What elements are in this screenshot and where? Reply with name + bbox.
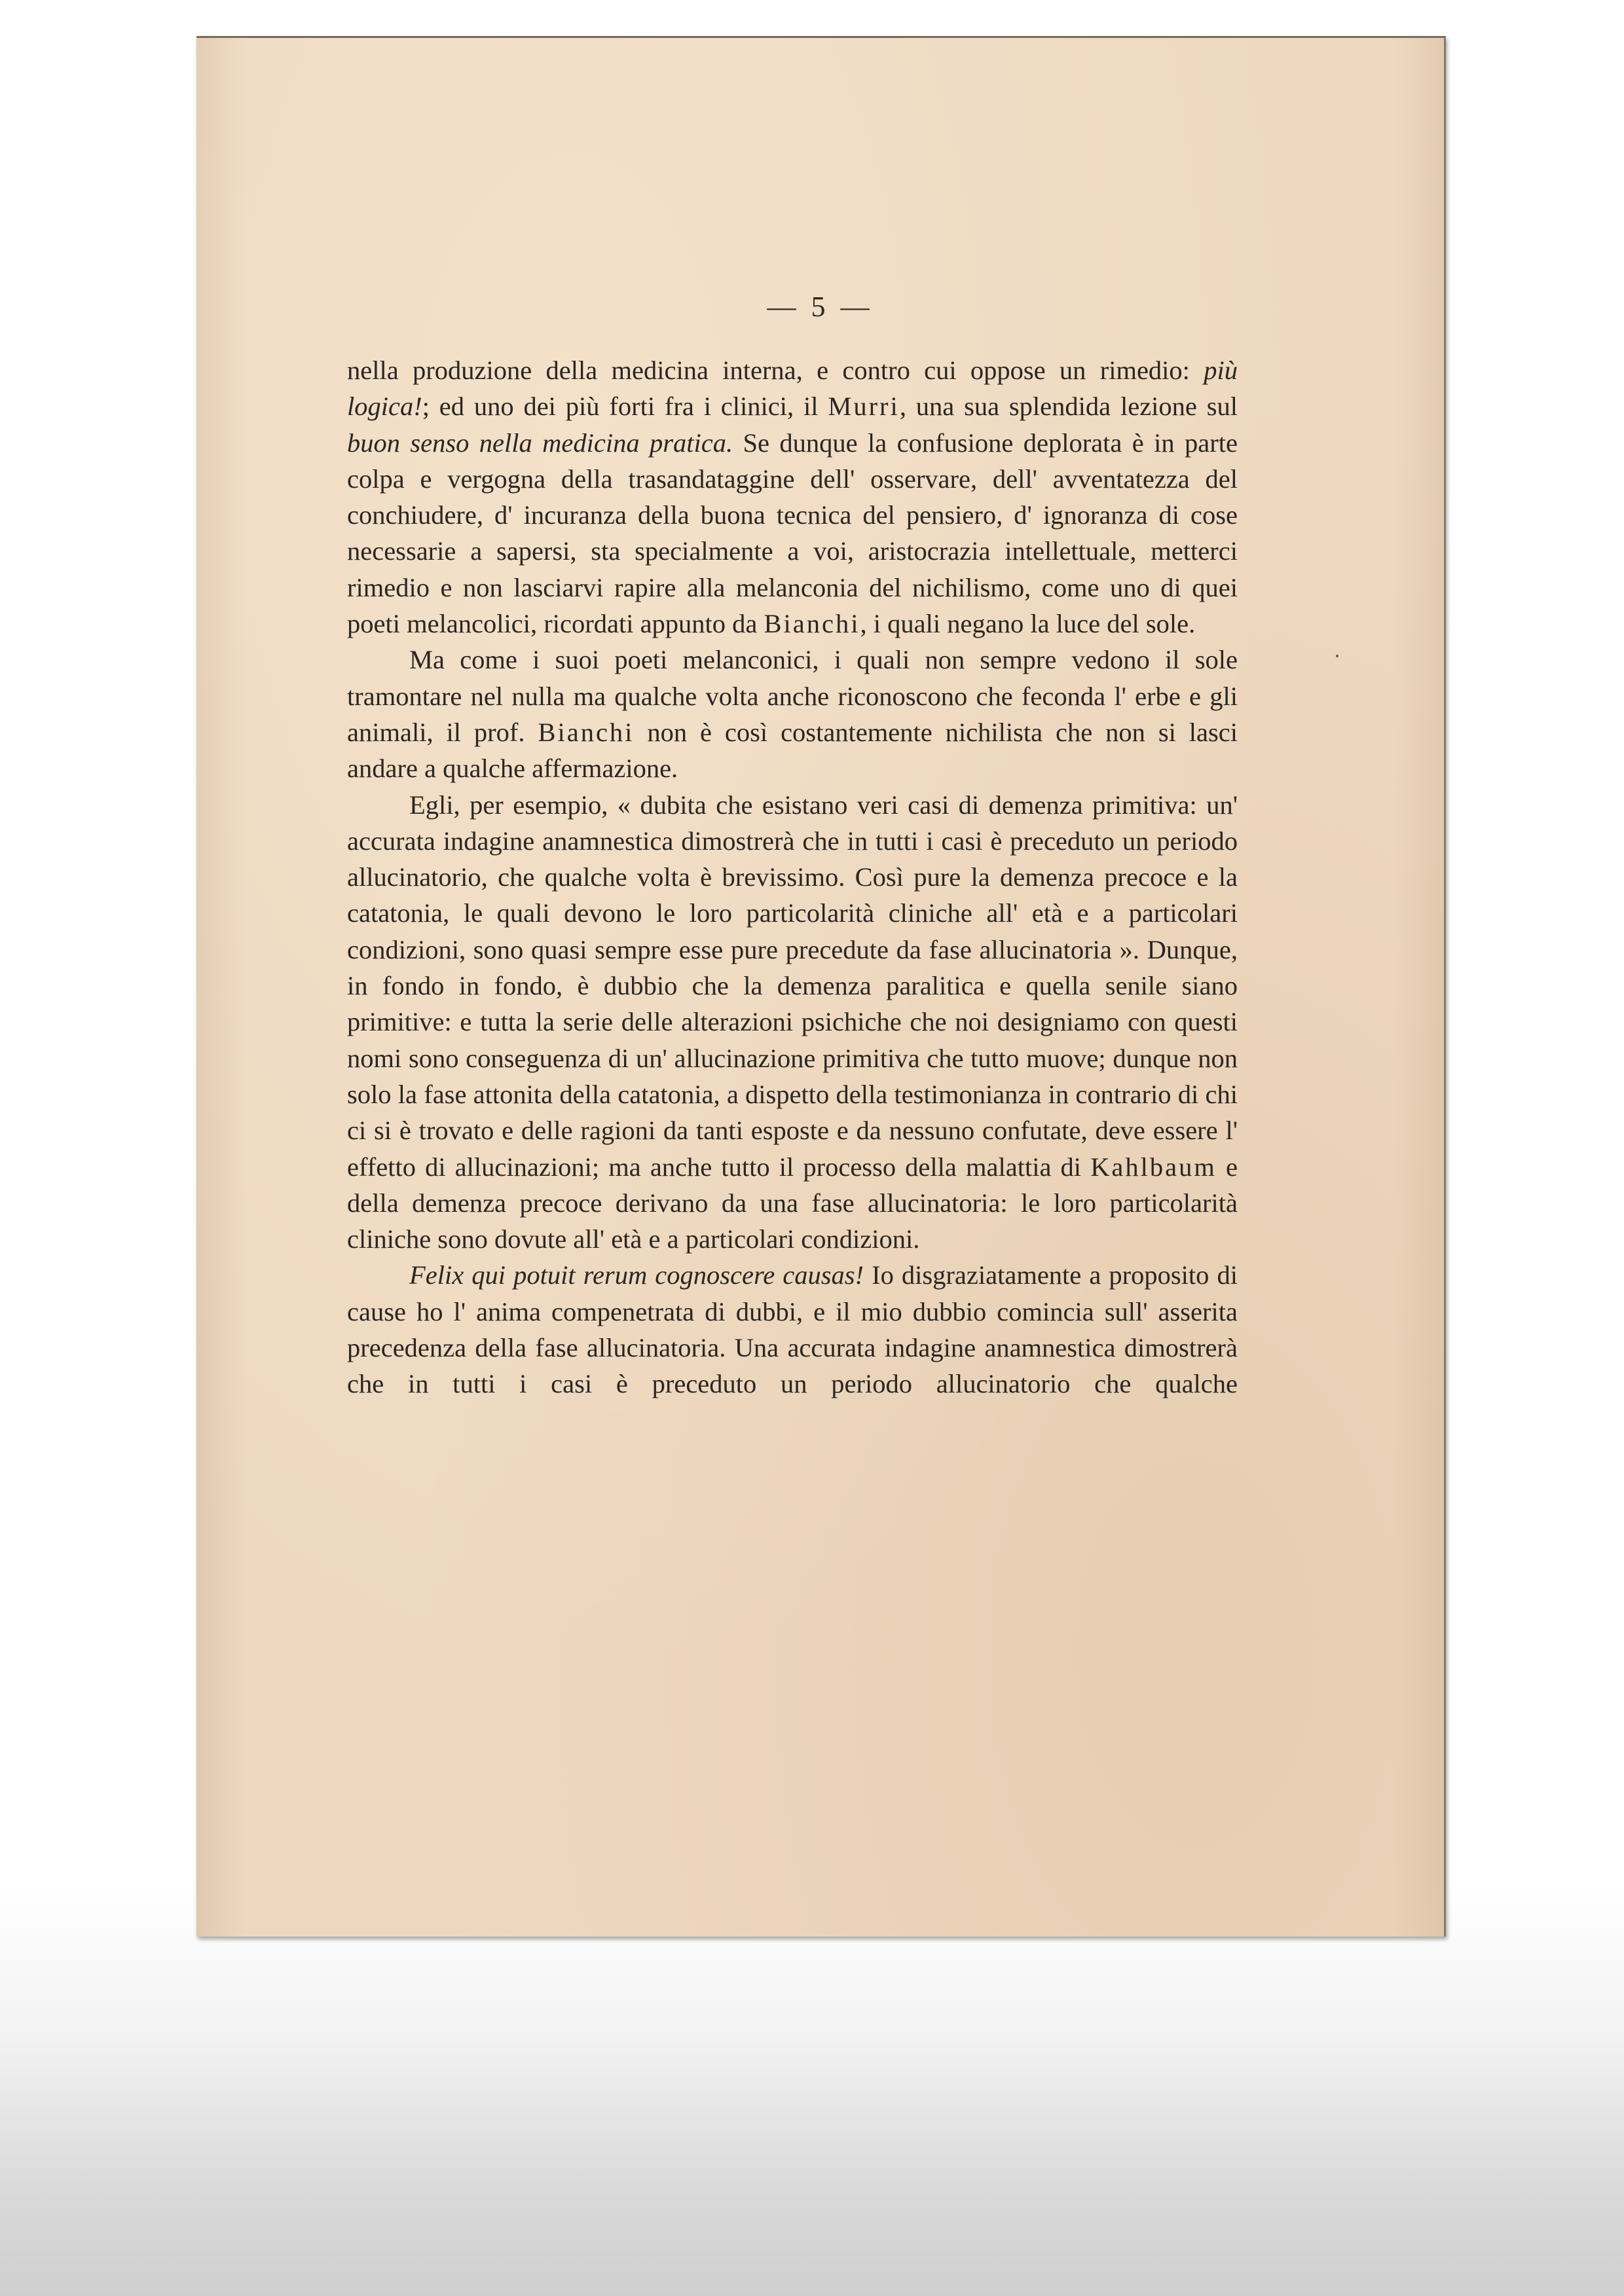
body-text	[347, 352, 1238, 1402]
text-run: nella produzione della medicina interna, e contro cui oppose un rimedio:	[347, 355, 1204, 385]
text-run: , i quali negano la luce del sole.	[860, 609, 1196, 639]
paragraph	[347, 642, 1238, 786]
text-run: Io disgraziatamente a proposito di cause ho l' anima compenetrata di dubbi, e il mio dubbio comincia sull' asserita precedenza della fase allucinatoria. Una accurata indagine anamnestica dimostrerà che in tutti i casi è preceduto un periodo allucinatorio che qualche	[347, 1260, 1238, 1399]
spaced-name: Kahlbaum	[1090, 1152, 1217, 1182]
text-run: , una sua splendida lezione sul	[899, 392, 1238, 422]
italic-text: Felix qui potuit rerum cognoscere causas!	[409, 1260, 864, 1290]
spaced-name: Murri	[828, 392, 900, 422]
scanner-background	[0, 1886, 1624, 2296]
italic-text: più logica!	[347, 355, 1238, 422]
text-run: e della demenza precoce derivano da una fase allucinatoria: le loro particolarità cliniche sono dovute all' età e a particolari condizioni.	[347, 1152, 1238, 1254]
italic-text: buon senso nella medicina pratica.	[347, 428, 733, 458]
spaced-name: Bianchi	[538, 717, 635, 747]
spaced-name: Bianchi	[764, 609, 860, 639]
text-run: Egli, per esempio, « dubita che esistano veri casi di demenza primitiva: un' accurata indagine anamnestica dimostrerà che in tutti i casi è preceduto un periodo allucinatorio, che qualche volta è brevissimo. Così pure la demenza precoce e la catatonia, le quali devono le loro particolarità cliniche all' età e a particolari condizioni, sono quasi sempre esse pure precedute da fase allucinatoria ». Dunque, in fondo in fondo, è dubbio che la demenza paralitica e quella senile siano primitive: e tutta la serie delle alterazioni psichiche che noi designiamo con questi nomi sono conseguenza di un' allucinazione primitiva che tutto muove; dunque non solo la fase attonita della catatonia, a dispetto della testimonianza in contrario di chi ci si è trovato e delle ragioni da tanti esposte e da nessuno confutate, deve essere l' effetto di allucinazioni; ma anche tutto il processo della malattia di	[347, 790, 1238, 1182]
book-page	[196, 36, 1446, 1937]
text-run: non è così costantemente nichilista che non si lasci andare a qualche affermazione.	[347, 717, 1238, 784]
paragraph	[347, 1257, 1238, 1402]
paper-blemish	[1336, 655, 1338, 657]
paragraph	[347, 787, 1238, 1258]
text-run: Ma come i suoi poeti melanconici, i quali non sempre vedono il sole tramontare nel nulla ma qualche volta anche riconoscono che feconda l' erbe e gli animali, il prof.	[347, 645, 1238, 747]
text-run: ; ed uno dei più forti fra i clinici, il	[422, 392, 828, 422]
text-run: Se dunque la confusione deplorata è in parte colpa e vergogna della trasandataggine dell' osservare, dell' avventatezza del conchiudere, d' incuranza della buona tecnica del pensiero, d' ignoranza di cose necessarie a sapersi, sta specialmente a voi, aristocrazia intellettuale, metterci rimedio e non lasciarvi rapire alla melanconia del nichilismo, come uno di quei poeti melancolici, ricordati appunto da	[347, 428, 1238, 639]
paragraph	[347, 352, 1238, 642]
page-number: — 5 —	[767, 291, 874, 323]
